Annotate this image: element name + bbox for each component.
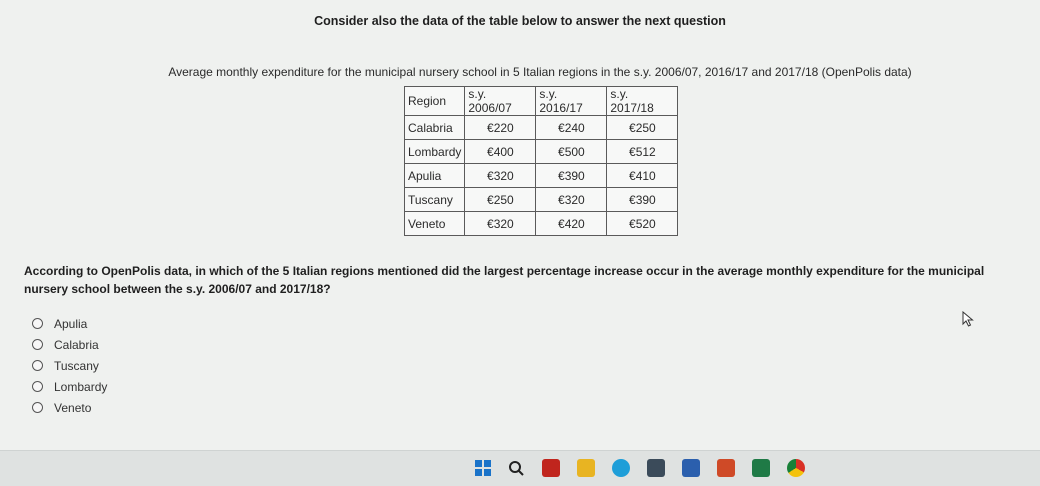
option-label: Lombardy	[54, 379, 108, 394]
option-label: Apulia	[54, 316, 88, 331]
cell-region: Veneto	[405, 212, 465, 236]
question-text: According to OpenPolis data, in which of the 5 Italian regions mentioned did the largest percentage increase occur in the average monthly expenditure for the municipal nursery school between the s.y. 2006/07 and 2017/18?	[24, 264, 985, 296]
cell-value: €400	[465, 140, 536, 164]
table-row	[405, 188, 678, 212]
file-explorer-icon[interactable]	[577, 459, 595, 477]
cell-value: €520	[607, 212, 678, 236]
expenditure-table	[404, 86, 678, 236]
option-veneto[interactable]	[32, 397, 107, 418]
cell-value: €420	[536, 212, 607, 236]
header-sy-2016-17: s.y. 2016/17	[536, 87, 607, 116]
table-row	[405, 116, 678, 140]
cell-value: €220	[465, 116, 536, 140]
cell-value: €390	[607, 188, 678, 212]
chrome-icon[interactable]	[787, 459, 805, 477]
start-icon[interactable]	[474, 459, 492, 477]
radio-button[interactable]	[32, 318, 43, 329]
cell-region: Tuscany	[405, 188, 465, 212]
table-row	[405, 212, 678, 236]
mouse-cursor-icon	[962, 311, 974, 327]
option-calabria[interactable]	[32, 334, 107, 355]
cell-value: €500	[536, 140, 607, 164]
table-caption: Average monthly expenditure for the municipal nursery school in 5 Italian regions in the s.y. 2006/07, 2016/17 and 2017/18 (OpenPolis data)	[168, 65, 912, 79]
cell-value: €250	[607, 116, 678, 140]
cell-value: €410	[607, 164, 678, 188]
option-label: Calabria	[54, 337, 99, 352]
table-row	[405, 164, 678, 188]
store-icon[interactable]	[647, 459, 665, 477]
option-apulia[interactable]	[32, 313, 107, 334]
cell-region: Calabria	[405, 116, 465, 140]
table-header-row	[405, 87, 678, 116]
radio-button[interactable]	[32, 402, 43, 413]
cell-region: Lombardy	[405, 140, 465, 164]
cell-value: €320	[465, 164, 536, 188]
powerpoint-icon[interactable]	[717, 459, 735, 477]
cell-value: €240	[536, 116, 607, 140]
option-lombardy[interactable]	[32, 376, 107, 397]
header-region: Region	[405, 87, 465, 116]
taskbar	[0, 450, 1040, 486]
cell-value: €250	[465, 188, 536, 212]
cell-value: €320	[536, 188, 607, 212]
edge-icon[interactable]	[612, 459, 630, 477]
search-icon[interactable]	[507, 459, 525, 477]
option-tuscany[interactable]	[32, 355, 107, 376]
table-row	[405, 140, 678, 164]
radio-button[interactable]	[32, 360, 43, 371]
option-label: Tuscany	[54, 358, 99, 373]
excel-icon[interactable]	[752, 459, 770, 477]
word-icon[interactable]	[682, 459, 700, 477]
answer-options	[32, 313, 107, 418]
cell-value: €390	[536, 164, 607, 188]
intro-title: Consider also the data of the table below to answer the next question	[314, 14, 726, 28]
radio-button[interactable]	[32, 339, 43, 350]
header-sy-2006-07: s.y. 2006/07	[465, 87, 536, 116]
cell-value: €320	[465, 212, 536, 236]
header-sy-2017-18: s.y. 2017/18	[607, 87, 678, 116]
cell-region: Apulia	[405, 164, 465, 188]
cell-value: €512	[607, 140, 678, 164]
option-label: Veneto	[54, 400, 92, 415]
acrobat-icon[interactable]	[542, 459, 560, 477]
radio-button[interactable]	[32, 381, 43, 392]
